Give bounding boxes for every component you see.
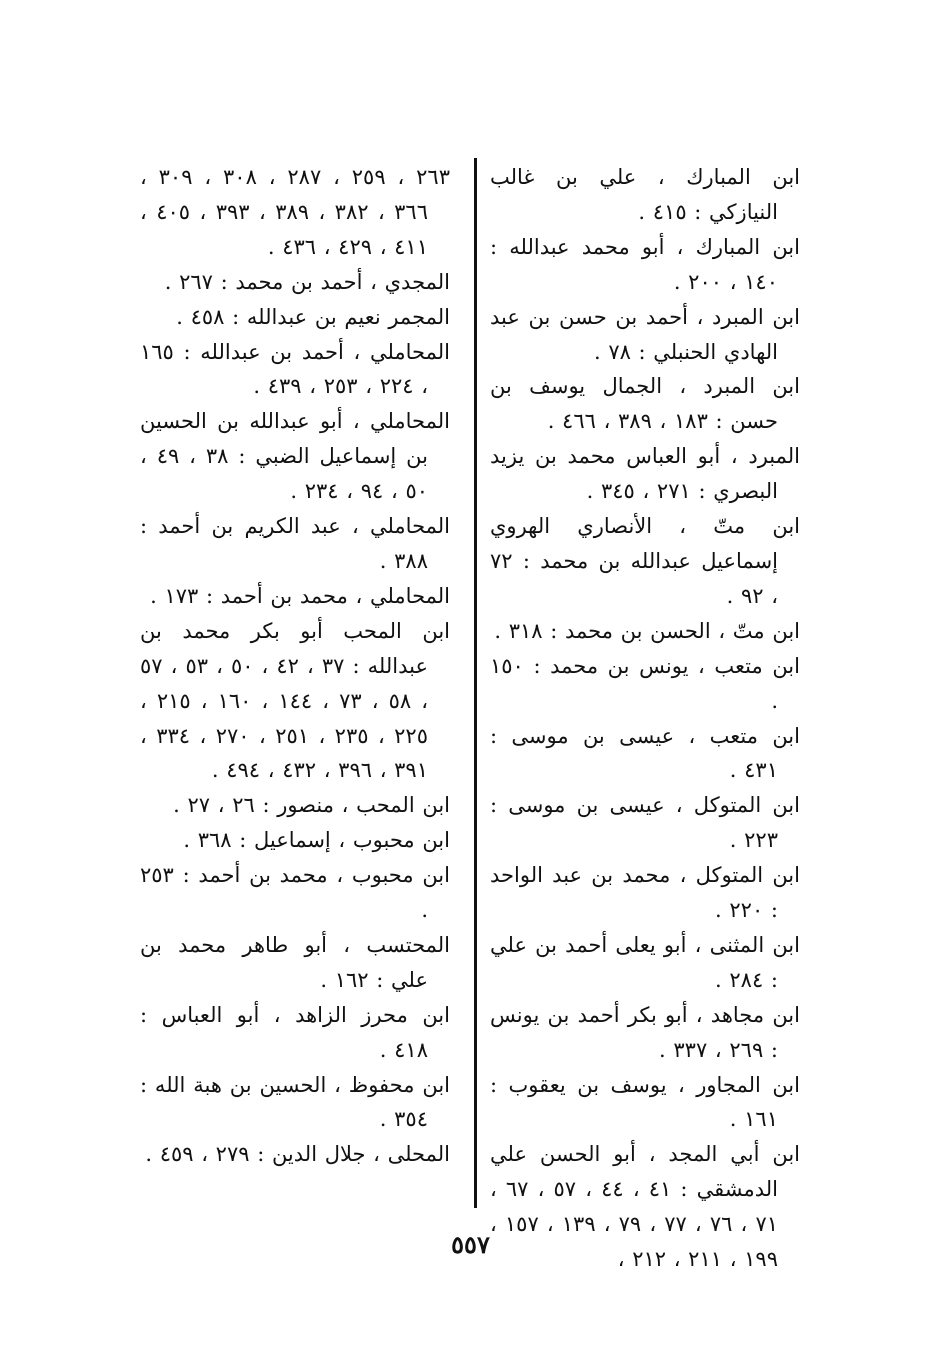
right-index-column	[490, 160, 800, 1277]
index-entry: المحلى ، جلال الدين : ٢٧٩ ، ٤٥٩ .	[145, 1142, 450, 1167]
index-entry: ابن المحب ، منصور : ٢٦ ، ٢٧ .	[173, 793, 450, 818]
index-entry: ابن محبوب ، محمد بن أحمد : ٢٥٣ .	[140, 863, 450, 923]
index-entry: المجدي ، أحمد بن محمد : ٢٦٧ .	[164, 269, 450, 294]
index-entry: المحتسب ، أبو طاهر محمد بن علي : ١٦٢ .	[140, 932, 450, 992]
left-index-column	[140, 160, 450, 1172]
index-entry: ابن المبارك ، أبو محمد عبدالله : ١٤٠ ، ٢٠٠ .	[490, 234, 800, 294]
index-entry: ٢٦٣ ، ٢٥٩ ، ٢٨٧ ، ٣٠٨ ، ٣٠٩ ، ٣٦٦ ، ٣٨٢ ، ٣٨٩ ، ٣٩٣ ، ٤٠٥ ، ٤١١ ، ٤٢٩ ، ٤٣٦ .	[140, 165, 450, 259]
index-entry: ابن محبوب ، إسماعيل : ٣٦٨ .	[183, 828, 450, 853]
index-entry: المجمر نعيم بن عبدالله : ٤٥٨ .	[176, 304, 450, 329]
index-entry: ابن المحب أبو بكر محمد بن عبدالله : ٣٧ ، ٤٢ ، ٥٠ ، ٥٣ ، ٥٧ ، ٥٨ ، ٧٣ ، ١٤٤ ، ١٦٠ ، ٢١٥ ، ٢٢٥ ، ٢٣٥ ، ٢٥١ ، ٢٧٠ ، ٣٣٤ ، ٣٩١ ، ٣٩٦ ، ٤٣٢ ، ٤٩٤ .	[140, 618, 450, 783]
index-entry: ابن أبي المجد ، أبو الحسن علي الدمشقي : ٤١ ، ٤٤ ، ٥٧ ، ٦٧ ، ٧١ ، ٧٦ ، ٧٧ ، ٧٩ ، ١٣٩ ، ١٥٧ ، ١٩٩ ، ٢١١ ، ٢١٢ ،	[490, 1142, 800, 1272]
index-entry: ابن المبارك ، علي بن غالب النيازكي : ٤١٥ .	[490, 165, 800, 224]
index-entry: ابن متعب ، عيسى بن موسى : ٤٣١ .	[490, 723, 800, 783]
column-divider	[474, 158, 477, 1208]
index-entry: ابن متّ ، الحسن بن محمد : ٣١٨ .	[494, 618, 800, 643]
index-entry: المحاملي ، أبو عبدالله بن الحسين بن إسماعيل الضبي : ٣٨ ، ٤٩ ، ٥٠ ، ٩٤ ، ٢٣٤ .	[140, 409, 450, 504]
index-entry: المحاملي ، محمد بن أحمد : ١٧٣ .	[150, 583, 450, 608]
index-entry: ابن المجاور ، يوسف بن يعقوب : ١٦١ .	[490, 1072, 800, 1132]
index-entry: المحاملي ، عبد الكريم بن أحمد : ٣٨٨ .	[140, 514, 450, 573]
index-entry: ابن محفوظ ، الحسين بن هبة الله : ٣٥٤ .	[140, 1072, 450, 1132]
index-entry: ابن المتوكل ، عيسى بن موسى : ٢٢٣ .	[490, 793, 800, 853]
index-entry: ابن المثنى ، أبو يعلى أحمد بن علي : ٢٨٤ .	[490, 932, 800, 992]
index-entry: المبرد ، أبو العباس محمد بن يزيد البصري : ٢٧١ ، ٣٤٥ .	[490, 444, 800, 504]
index-entry: ابن متّ ، الأنصاري الهروي إسماعيل عبدالله بن محمد : ٧٢ ، ٩٢ .	[490, 514, 800, 608]
index-entry: ابن المبرد ، أحمد بن حسن بن عبد الهادي الحنبلي : ٧٨ .	[490, 304, 800, 364]
page-number: ٥٥٧	[451, 1230, 490, 1259]
index-entry: ابن مجاهد ، أبو بكر أحمد بن يونس : ٢٦٩ ، ٣٣٧ .	[490, 1002, 800, 1062]
index-entry: المحاملي ، أحمد بن عبدالله : ١٦٥ ، ٢٢٤ ، ٢٥٣ ، ٤٣٩ .	[140, 339, 450, 399]
index-entry: ابن محرز الزاهد ، أبو العباس : ٤١٨ .	[140, 1002, 450, 1062]
index-entry: ابن المبرد ، الجمال يوسف بن حسن : ١٨٣ ، ٣٨٩ ، ٤٦٦ .	[490, 374, 800, 434]
index-entry: ابن المتوكل ، محمد بن عبد الواحد : ٢٢٠ .	[490, 863, 800, 923]
index-entry: ابن متعب ، يونس بن محمد : ١٥٠ .	[490, 653, 800, 713]
